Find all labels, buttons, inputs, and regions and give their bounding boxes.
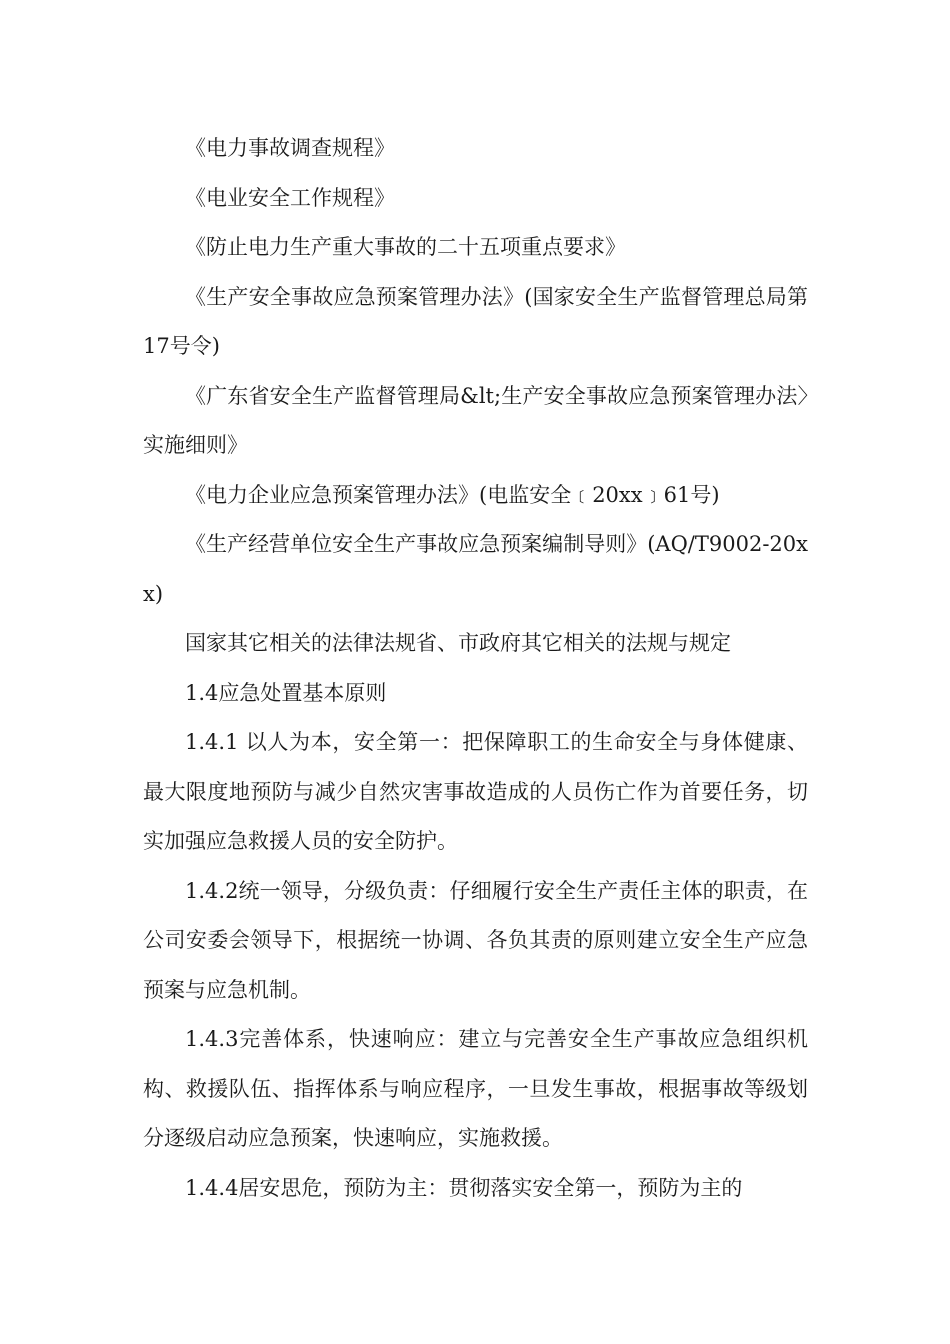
paragraph-regulation-accident-investigation: 《电力事故调查规程》 — [185, 136, 395, 160]
paragraph-regulation-power-enterprise: 《电力企业应急预案管理办法》(电监安全﹝20xx﹞61号) — [185, 482, 720, 507]
paragraph-principle-1-4-2: 1.4.2统一领导，分级负责：仔细履行安全生产责任主体的职责，在公司安委会领导下，根据统一协调、各负其责的原则建立安全生产应急预案与应急机制。 — [143, 878, 808, 1002]
paragraph-regulation-compilation-guide: 《生产经营单位安全生产事故应急预案编制导则》(AQ/T9002-20xx) — [143, 532, 808, 606]
paragraph-regulation-emergency-plan-measures: 《生产安全事故应急预案管理办法》(国家安全生产监督管理总局第17号令) — [143, 284, 808, 358]
paragraph-principle-1-4-4: 1.4.4居安思危，预防为主：贯彻落实安全第一，预防为主的 — [185, 1175, 743, 1200]
paragraph-principle-1-4-1: 1.4.1 以人为本，安全第一：把保障职工的生命安全与身体健康、最大限度地预防与减少自然灾害事故造成的人员伤亡作为首要任务，切实加强应急救援人员的安全防护。 — [143, 730, 808, 853]
paragraph-other-regulations: 国家其它相关的法律法规省、市政府其它相关的法规与规定 — [185, 631, 731, 655]
paragraph-regulation-work-safety: 《电业安全工作规程》 — [185, 185, 395, 210]
paragraph-regulation-25-requirements: 《防止电力生产重大事故的二十五项重点要求》 — [185, 235, 626, 259]
paragraph-regulation-guangdong-rules: 《广东省安全生产监督管理局&lt;生产安全事故应急预案管理办法〉实施细则》 — [143, 383, 808, 457]
paragraph-principle-1-4-3: 1.4.3完善体系，快速响应：建立与完善安全生产事故应急组织机构、救援队伍、指挥体系与响应程序，一旦发生事故，根据事故等级划分逐级启动应急预案，快速响应，实施救援。 — [143, 1027, 808, 1150]
section-heading-principles: 1.4应急处置基本原则 — [185, 680, 387, 705]
document-page — [143, 124, 808, 1213]
